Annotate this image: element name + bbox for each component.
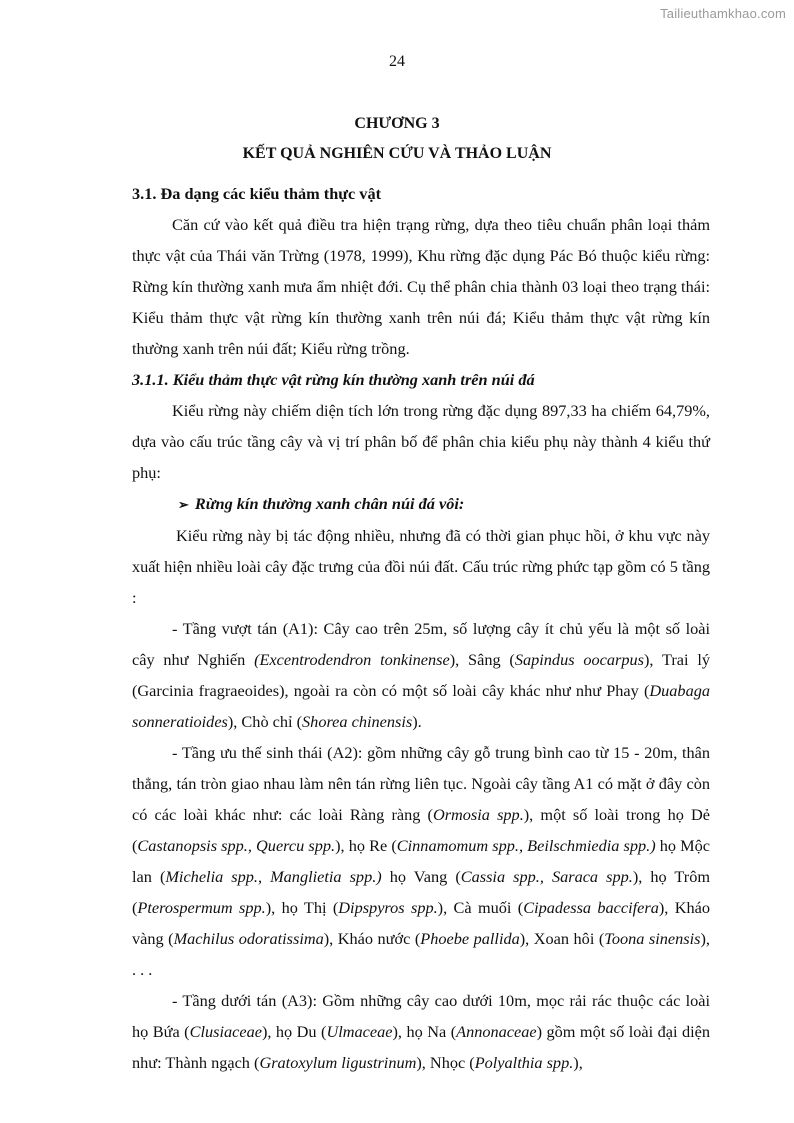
watermark: Tailieuthamkhao.com [660,6,786,21]
bullet-heading-text: Rừng kín thường xanh chân núi đá vôi: [194,494,465,513]
body-text [132,178,710,1078]
chapter-number: CHƯƠNG 3 [354,115,440,132]
page-number: 24 [389,53,405,70]
paragraph-subsection: Kiểu rừng này chiếm diện tích lớn trong rừng đặc dụng 897,33 ha chiếm 64,79%, dựa vào cấu trúc tầng cây và vị trí phân bố để phân chia kiểu phụ này thành 4 kiểu thứ phụ: [132,401,710,482]
layer-a2-paragraph: - Tầng ưu thế sinh thái (A2): gồm những cây gỗ trung bình cao từ 15 - 20m, thân thẳng, tán tròn giao nhau làm nên tán rừng liên tục. Ngoài cây tầng A1 có mặt ở đây còn có các loài khác như: các loài Ràng ràng (Ormosia spp.), một số loài trong họ Dẻ (Castanopsis spp., Quercu spp.), họ Re (Cinnamomum spp., Beilschmiedia spp.) họ Mộc lan (Michelia spp., Manglietia spp.) họ Vang (Cassia spp., Saraca spp.), họ Trôm (Pterospermum spp.), họ Thị (Dipspyros spp.), Cà muối (Cipadessa baccifera), Kháo vàng (Machilus odoratissima), Kháo nước (Phoebe pallida), Xoan hôi (Toona sinensis), . . . [132,743,711,979]
subsection-heading-3-1-1: 3.1.1. Kiểu thảm thực vật rừng kín thường xanh trên núi đá [132,370,535,389]
layer-a1-paragraph: - Tầng vượt tán (A1): Cây cao trên 25m, số lượng cây ít chủ yếu là một số loài cây như Nghiến (Excentrodendron tonkinense), Sâng (Sapindus oocarpus), Trai lý (Garcinia fragraeoides), ngoài ra còn có một số loài cây khác như như Phay (Duabaga sonneratioides), Chò chỉ (Shorea chinensis). [132,619,710,731]
section-heading-3-1: 3.1. Đa dạng các kiểu thảm thực vật [132,184,382,203]
bullet-heading [132,488,710,520]
arrow-bullet-icon: ➢ [178,497,189,512]
paragraph-intro: Căn cứ vào kết quả điều tra hiện trạng rừng, dựa theo tiêu chuẩn phân loại thảm thực vật của Thái văn Trừng (1978, 1999), Khu rừng đặc dụng Pác Bó thuộc kiểu rừng: Rừng kín thường xanh mưa ẩm nhiệt đới. Cụ thể phân chia thành 03 loại theo trạng thái: Kiểu thảm thực vật rừng kín thường xanh trên núi đá; Kiểu thảm thực vật rừng kín thường xanh trên núi đất; Kiểu rừng trồng. [132,215,710,358]
layer-a3-paragraph: - Tầng dưới tán (A3): Gồm những cây cao dưới 10m, mọc rải rác thuộc các loài họ Bứa (Clusiaceae), họ Du (Ulmaceae), họ Na (Annonaceae) gồm một số loài đại diện như: Thành ngạch (Gratoxylum ligustrinum), Nhọc (Polyalthia spp.), [132,991,711,1072]
chapter-title: KẾT QUẢ NGHIÊN CỨU VÀ THẢO LUẬN [242,145,552,162]
paragraph-bullet: Kiểu rừng này bị tác động nhiều, nhưng đã có thời gian phục hồi, ở khu vực này xuất hiện nhiều loài cây đặc trưng của đồi núi đất. Cấu trúc rừng phức tạp gồm có 5 tầng : [132,526,710,607]
